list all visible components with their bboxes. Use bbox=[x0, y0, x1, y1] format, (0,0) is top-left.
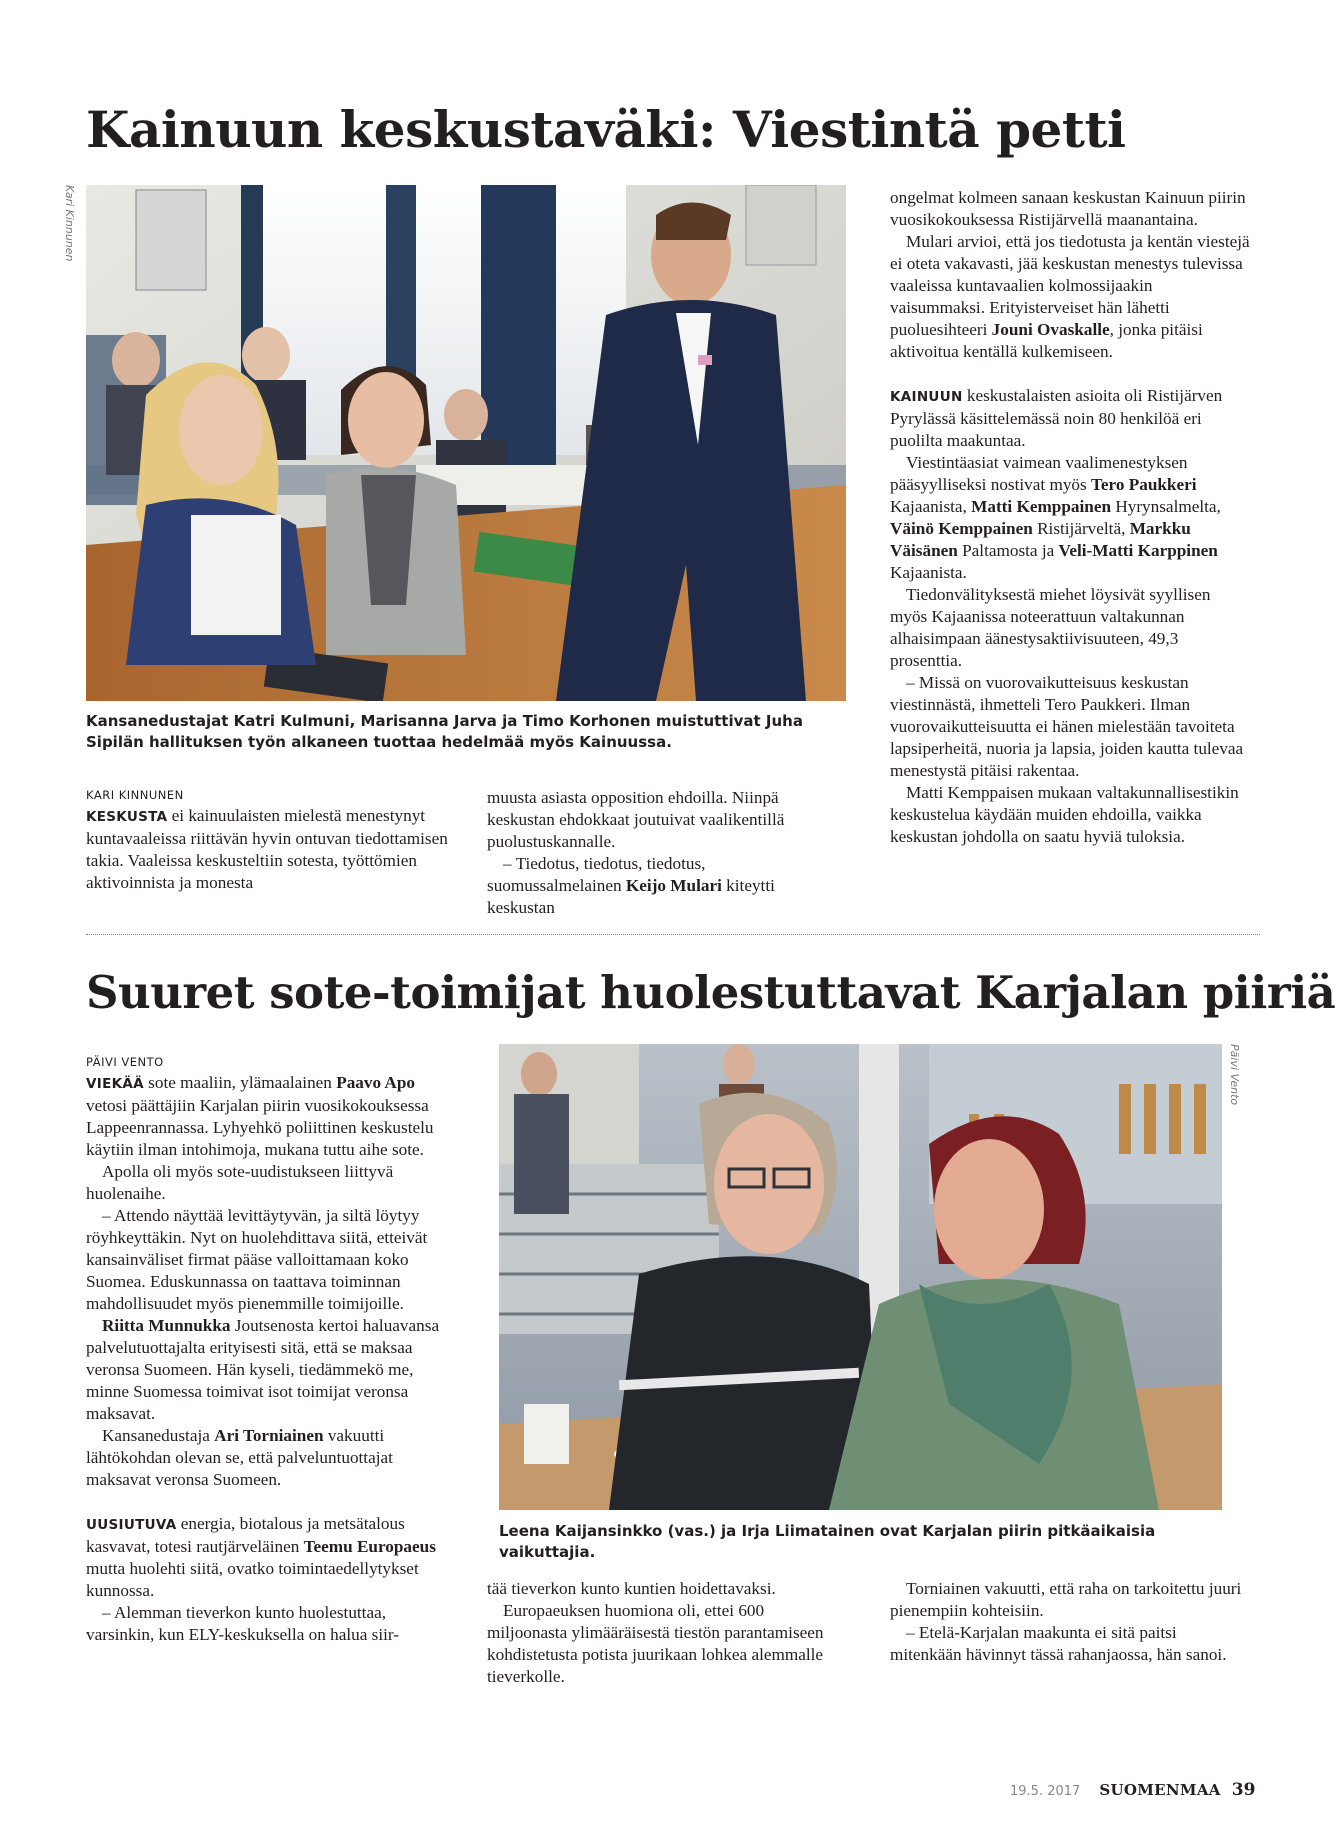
article2-col1-paragraph-5: Kansanedustaja Ari Torniainen vakuutti lähtökohdan olevan se, että palveluntuottajat maksavat veronsa Suomeen. bbox=[86, 1426, 393, 1489]
footer-page-number: 39 bbox=[1231, 1780, 1256, 1800]
article1-col3-paragraph-4: Viestintäasiat vaimean vaalimenestyksen pääsyylliseksi nostivat myös Tero Paukkeri Kajaanista, Matti Kemppainen Hyrynsalmelta, Väinö Kemppainen Ristijärveltä, Markku Väisänen Paltamosta ja Veli-Matti Karppinen Kajaanista. bbox=[890, 453, 1221, 582]
article2-col1-paragraph-1: VIEKÄÄ sote maaliin, ylämaalainen Paavo Apo vetosi päättäjiin Karjalan piirin vuosikokouksessa Lappeenrannassa. Lyhyehkö poliittinen keskustelu käytiin ilman intohimoja, mukana tuttu aihe sote. bbox=[86, 1073, 434, 1159]
article2-col1-paragraph-4: Riitta Munnukka Joutsenosta kertoi haluavansa palvelutuottajalta erityisesti sitä, että se maksaa veronsa Suomeen. Hän kyseli, tiedämmekö me, minne Suomessa toimivat isot toimijat veronsa maksavat. bbox=[86, 1316, 440, 1423]
article1-column-3 bbox=[890, 187, 1250, 848]
article1-column-2 bbox=[487, 787, 843, 919]
article1-photo-credit: Kari Kinnunen bbox=[63, 185, 76, 262]
article1-col1-paragraph: KESKUSTA ei kainuulaisten mielestä menestynyt kuntavaaleissa riittävän hyvin ontuvan tiedottamisen takia. Vaaleissa keskusteltiin sotesta, työttömien aktivoinnista ja monesta bbox=[86, 806, 448, 892]
article2-col1-paragraph-3: – Attendo näyttää levittäytyvän, ja siltä löytyy röyhkeyttäkin. Nyt on huolehdittava siitä, etteivät kansainväliset firmat pääse valloittamaan koko Suomea. Eduskunnassa on taattava toiminnan mahdollisuudet myös pienemmille toimijoille. bbox=[86, 1206, 428, 1313]
article2-col3-paragraph-1: Torniainen vakuutti, että raha on tarkoitettu juuri pienempiin kohteisiin. bbox=[890, 1579, 1242, 1620]
article1-byline: KARI KINNUNEN bbox=[86, 788, 184, 802]
article2-column-2 bbox=[487, 1578, 843, 1688]
footer-date: 19.5. 2017 bbox=[1010, 1784, 1081, 1799]
article2-col1-paragraph-6: UUSIUTUVA energia, biotalous ja metsätalous kasvavat, totesi rautjärveläinen Teemu Europaeus mutta huolehti siitä, ovatko toimintaedellytykset kunnossa. bbox=[86, 1514, 436, 1600]
article1-col3-paragraph-7: Matti Kemppaisen mukaan valtakunnallisestikin keskustelua käydään muiden ehdoilla, vaikka keskustan johdolla on saatu hyviä tuloksia. bbox=[890, 783, 1239, 846]
article1-col2-paragraph-1: muusta asiasta opposition ehdoilla. Niinpä keskustan ehdokkaat joutuivat vaalikentillä puolustuskannalle. bbox=[487, 788, 785, 851]
article1-col3-paragraph-5: Tiedonvälityksestä miehet löysivät syyllisen myös Kajaanissa noteerattuun valtakunnan alhaisimpaan äänestysaktiivisuuteen, 49,3 prosenttia. bbox=[890, 585, 1211, 670]
article2-col2-paragraph-2: Europaeuksen huomiona oli, ettei 600 miljoonasta ylimääräisestä tiestön parantamiseen kohdistetusta potista juurikaan lohkea alemmalle tieverkolle. bbox=[487, 1601, 824, 1686]
article2-photo-credit: Päivi Vento bbox=[1228, 1044, 1241, 1106]
article2-col3-paragraph-2: – Etelä-Karjalan maakunta ei sitä paitsi mitenkään hävinnyt tässä rahanjaossa, hän sanoi. bbox=[890, 1623, 1227, 1664]
article1-col3-paragraph-3: KAINUUN keskustalaisten asioita oli Ristijärven Pyrylässä käsittelemässä noin 80 henkilöä eri puolilta maakuntaa. bbox=[890, 386, 1223, 450]
article1-caption: Kansanedustajat Katri Kulmuni, Marisanna Jarva ja Timo Korhonen muistuttivat Juha Sipilän hallituksen työn alkaneen tuottaa hedelmää myös Kainuussa. bbox=[86, 712, 803, 751]
article2-byline: PÄIVI VENTO bbox=[86, 1055, 164, 1069]
article1-photo bbox=[86, 185, 846, 701]
article1-column-1 bbox=[86, 787, 449, 894]
page-footer bbox=[1010, 1780, 1260, 1804]
article2-column-1 bbox=[86, 1054, 448, 1646]
article-divider bbox=[86, 934, 1260, 935]
article1-col3-paragraph-2: Mulari arvioi, että jos tiedotusta ja kentän viestejä ei oteta vakavasti, jää keskustan menestys tulevissa vaaleissa kuntavaalien kolmossijaakin vaisummaksi. Erityisterveiset hän lähetti puoluesihteeri Jouni Ovaskalle, jonka pitäisi aktivoitua kentällä kulkemiseen. bbox=[890, 232, 1250, 361]
article2-caption: Leena Kaijansinkko (vas.) ja Irja Liimatainen ovat Karjalan piirin pitkäaikaisia vaikuttajia. bbox=[499, 1522, 1156, 1561]
article2-column-3 bbox=[890, 1578, 1245, 1666]
meeting-photo-image bbox=[86, 185, 846, 701]
article1-headline: Kainuun keskustaväki: Viestintä petti bbox=[86, 100, 1126, 159]
article1-col3-paragraph-1: ongelmat kolmeen sanaan keskustan Kainuun piirin vuosikokouksessa Ristijärvellä maanantaina. bbox=[890, 188, 1246, 229]
article2-headline: Suuret sote-toimijat huolestuttavat Karjalan piiriä bbox=[86, 966, 1336, 1019]
article2-col1-paragraph-7: – Alemman tieverkon kunto huolestuttaa, varsinkin, kun ELY-keskuksella on halua siir- bbox=[86, 1603, 399, 1644]
article2-photo bbox=[499, 1044, 1222, 1510]
women-photo-image bbox=[499, 1044, 1222, 1510]
article1-col3-paragraph-6: – Missä on vuorovaikutteisuus keskustan viestinnästä, ihmetteli Tero Paukkeri. Ilman vuorovaikutteisuutta ei hänen mielestään tavoiteta lapsiperheitä, nuoria ja lapsia, joiden kautta tulevaa menestystä pitäisi rakentaa. bbox=[890, 673, 1244, 780]
article2-col2-paragraph-1: tää tieverkon kunto kuntien hoidettavaksi. bbox=[487, 1579, 776, 1598]
footer-publication: SUOMENMAA bbox=[1099, 1781, 1221, 1799]
article1-col2-paragraph-2: – Tiedotus, tiedotus, tiedotus, suomussalmelainen Keijo Mulari kiteytti keskustan bbox=[487, 854, 775, 917]
article2-col1-paragraph-2: Apolla oli myös sote-uudistukseen liittyvä huolenaihe. bbox=[86, 1162, 394, 1203]
